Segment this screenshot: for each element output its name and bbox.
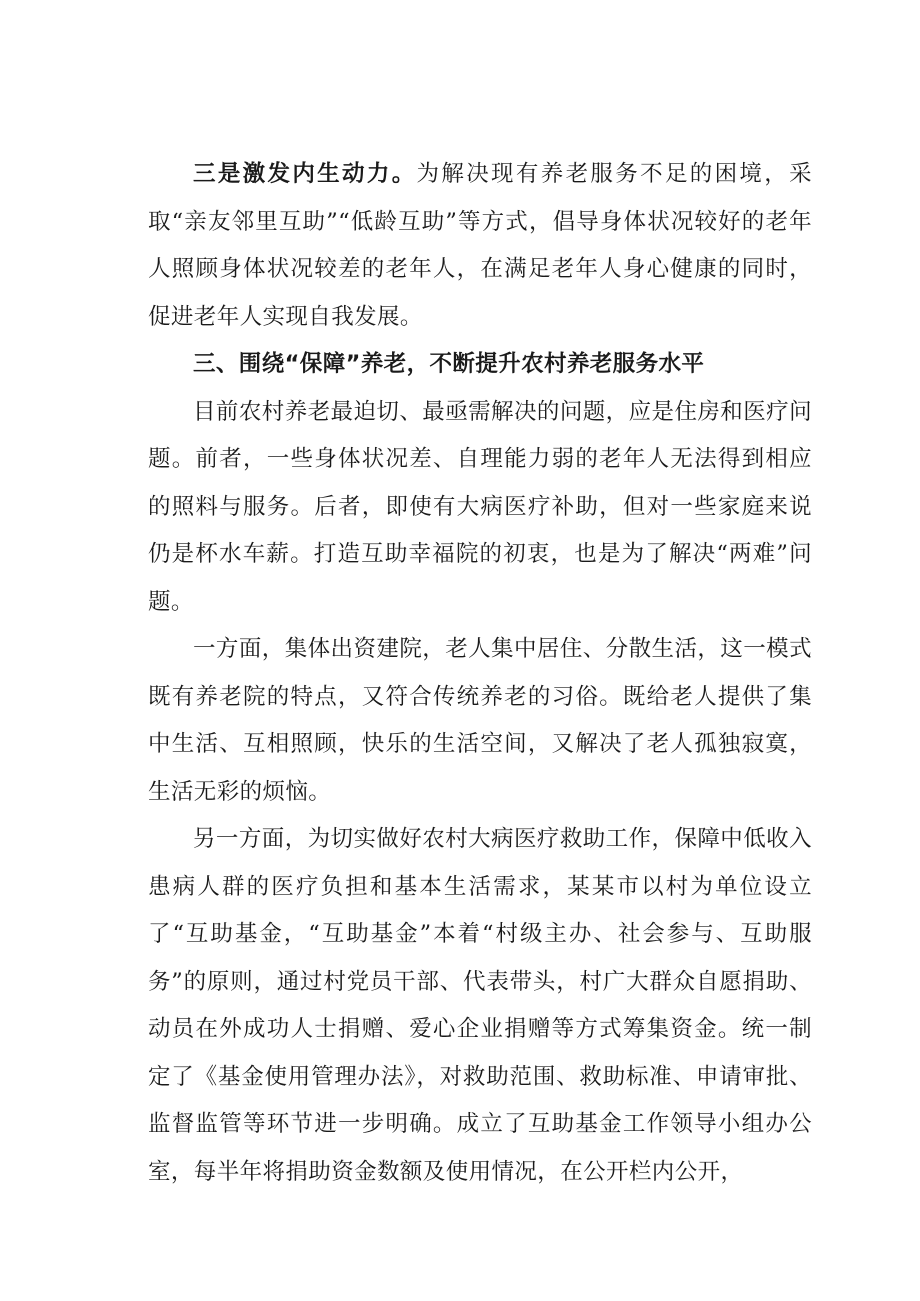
paragraph-collective-housing: 一方面，集体出资建院，老人集中居住、分散生活，这一模式既有养老院的特点，又符合传统养老的习俗。既给老人提供了集中生活、互相照顾，快乐的生活空间，又解决了老人孤独寂寞，生活无彩的烦恼。: [148, 636, 812, 805]
paragraph-mutual-aid-fund: 另一方面，为切实做好农村大病医疗救助工作，保障中低收入患病人群的医疗负担和基本生活需求，某某市以村为单位设立了“互助基金，“互助基金”本着“村级主办、社会参与、互助服务”的原则，通过村党员干部、代表带头，村广大群众自愿捐助、动员在外成功人士捐赠、爱心企业捐赠等方式筹集资金。统一制定了《基金使用管理办法》，对救助范围、救助标准、申请审批、监督监管等环节进一步明确。成立了互助基金工作领导小组办公室，每半年将捐助资金数额及使用情况，在公开栏内公开，: [148, 826, 812, 1185]
section-heading: 三、围绕“保障”养老，不断提升农村养老服务水平: [193, 351, 705, 377]
paragraph-inner-motivation: [148, 151, 812, 341]
paragraph-body-text: 为解决现有养老服务不足的困境，采取“亲友邻里互助”“低龄互助”等方式，倡导身体状况较好的老年人照顾身体状况较差的老年人，在满足老年人身心健康的同时，促进老年人实现自我发展。: [148, 161, 813, 330]
paragraph-lead-phrase: 三是激发内生动力。: [193, 161, 417, 187]
paragraph-rural-problems: 目前农村养老最迫切、最亟需解决的问题，应是住房和医疗问题。前者，一些身体状况差、自理能力弱的老年人无法得到相应的照料与服务。后者，即使有大病医疗补助，但对一些家庭来说仍是杯水车薪。打造互助幸福院的初衷，也是为了解决“两难”问题。: [148, 398, 812, 615]
document-body: [148, 151, 812, 1196]
